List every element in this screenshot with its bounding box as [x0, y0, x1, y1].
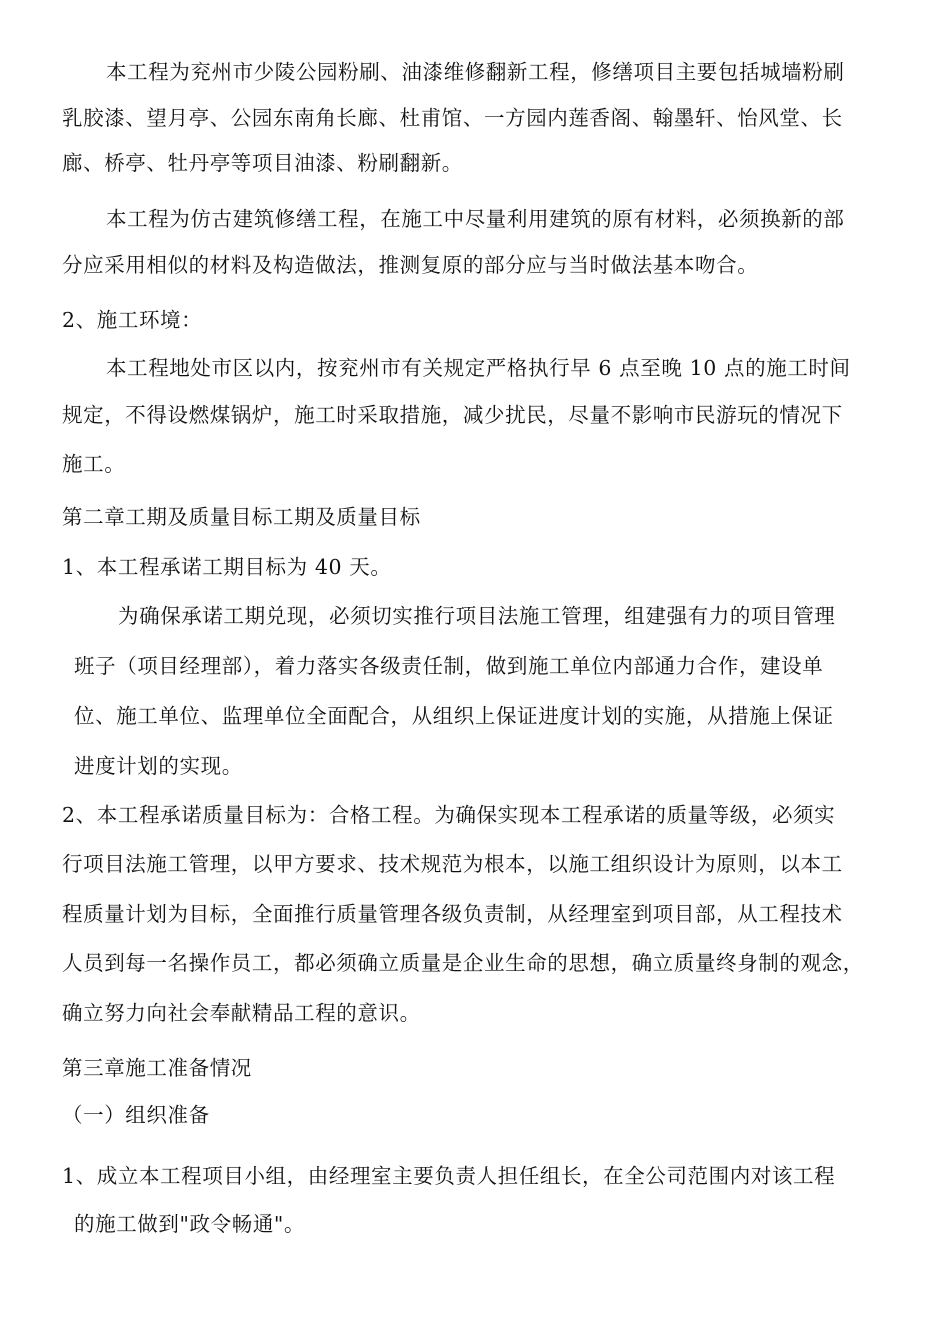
text-line: 本工程为仿古建筑修缮工程，在施工中尽量利用建筑的原有材料，必须换新的部	[106, 207, 845, 231]
text-line: 位、施工单位、监理单位全面配合，从组织上保证进度计划的实施，从措施上保证	[74, 704, 834, 728]
text-line: 确立努力向社会奉献精品工程的意识。	[62, 1001, 421, 1025]
subsection-heading: （一）组织准备	[62, 1103, 210, 1127]
text-line: 1、本工程承诺工期目标为 40 天。	[62, 555, 392, 579]
text-line: 本工程地处市区以内，按兖州市有关规定严格执行早 6 点至晚 10 点的施工时间	[106, 356, 851, 380]
text-line: 人员到每一名操作员工，都必须确立质量是企业生命的思想，确立质量终身制的观念，	[62, 951, 864, 975]
text-line: 规定，不得设燃煤锅炉，施工时采取措施，减少扰民，尽量不影响市民游玩的情况下	[62, 403, 843, 427]
text-line: 班子（项目经理部），着力落实各级责任制，做到施工单位内部通力合作，建设单	[74, 654, 824, 678]
text-line: 乳胶漆、望月亭、公园东南角长廊、杜甫馆、一方园内莲香阁、翰墨轩、怡风堂、长	[62, 106, 843, 130]
text-line: 廊、桥亭、牡丹亭等项目油漆、粉刷翻新。	[62, 151, 463, 175]
text-line: 1、成立本工程项目小组，由经理室主要负责人担任组长，在全公司范围内对该工程	[62, 1164, 836, 1188]
text-line: 本工程为兖州市少陵公园粉刷、油漆维修翻新工程，修缮项目主要包括城墙粉刷	[106, 60, 845, 84]
text-line: 的施工做到"政令畅通"。	[74, 1212, 306, 1236]
text-line: 分应采用相似的材料及构造做法，推测复原的部分应与当时做法基本吻合。	[62, 253, 759, 277]
text-line: 为确保承诺工期兑现，必须切实推行项目法施工管理，组建强有力的项目管理	[118, 604, 836, 628]
text-line: 2、本工程承诺质量目标为：合格工程。为确保实现本工程承诺的质量等级，必须实	[62, 803, 836, 827]
section-heading: 2、施工环境：	[62, 308, 203, 332]
text-line: 行项目法施工管理，以甲方要求、技术规范为根本，以施工组织设计为原则，以本工	[62, 852, 843, 876]
text-line: 施工。	[62, 452, 126, 476]
chapter-heading: 第三章施工准备情况	[62, 1056, 252, 1080]
chapter-heading: 第二章工期及质量目标工期及质量目标	[62, 505, 421, 529]
text-line: 进度计划的实现。	[74, 754, 243, 778]
text-line: 程质量计划为目标，全面推行质量管理各级负责制，从经理室到项目部，从工程技术	[62, 902, 843, 926]
